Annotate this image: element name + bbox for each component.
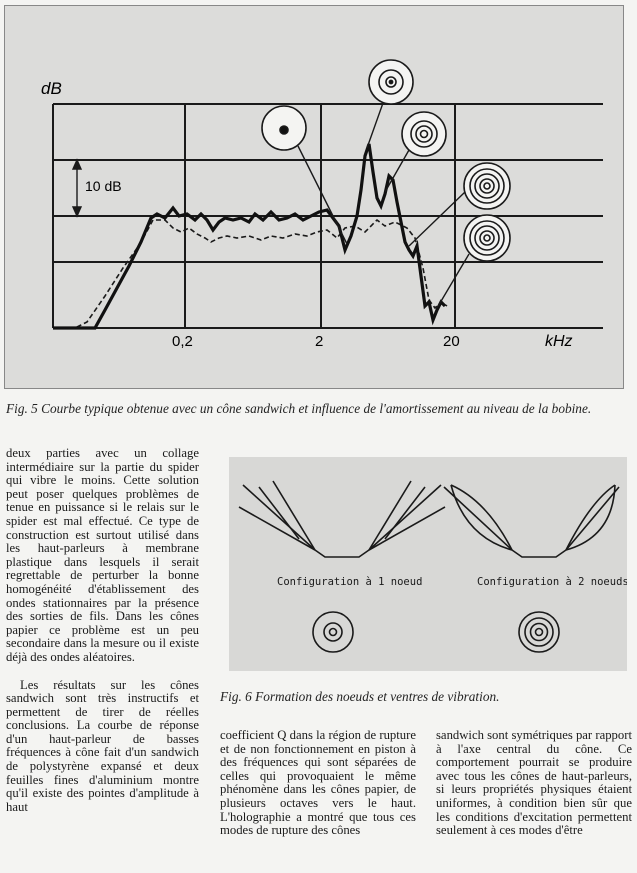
figure-6-caption: Fig. 6 Formation des noeuds et ventres de vibration. bbox=[220, 689, 500, 704]
two-node-diagram bbox=[444, 485, 619, 557]
node-pattern-icon bbox=[280, 126, 288, 134]
paragraph: coefficient Q dans la région de rupture et de non fonctionnement en piston à des fréquences qui sont séparées de celles qui provoquaient le même phénomène dans les cônes papier, de plusieurs octaves vers le haut. L'holographie a montré que tous ces modes de rupture des cônes bbox=[220, 728, 416, 838]
text-column-3 bbox=[436, 729, 632, 838]
node-pattern-icon bbox=[464, 163, 510, 209]
label-two-nodes: Configuration à 2 noeuds bbox=[477, 576, 627, 588]
x-tick-label: 20 bbox=[443, 333, 460, 350]
chart-grid bbox=[53, 104, 603, 328]
response-curve-dashed bbox=[53, 220, 447, 328]
text-column-1 bbox=[6, 447, 199, 814]
scale-label: 10 dB bbox=[85, 178, 122, 194]
figure-5 bbox=[4, 5, 624, 389]
figure-5-caption: Fig. 5 Courbe typique obtenue avec un cône sandwich et influence de l'amortissement au niveau de la bobine. bbox=[6, 401, 592, 416]
paragraph: sandwich sont symétriques par rapport à l'axe central du cône. Ce comportement pourrait se produire avec tous les cônes de haut-parleurs, si leurs propriétés physiques étaient uniformes, à condition bien sûr que les conditions d'excitation permettent seulement à ces modes d'être bbox=[436, 728, 632, 838]
node-pattern-icon bbox=[402, 112, 446, 156]
node-pattern-icon bbox=[313, 612, 353, 652]
node-pattern-icon bbox=[519, 612, 559, 652]
paragraph: deux parties avec un collage intermédiaire sur la partie du spider qui vibre le moins. Cette solution peut poser quelques problèmes de tenue en puissance si le relais sur le spider est mal effectué. Ce type de construction est surtout utilisé dans les haut-parleurs à membrane plastique dans lesquels il serait regrettable de perturber la bonne homogénéité d'établissement des ondes stationnaires par la présence des sorties de fils. Dans les cônes papier ce problème est un peu secondaire dans la mesure ou il existe déjà des ondes aléatoires. bbox=[6, 446, 199, 664]
paragraph: Les résultats sur les cônes sandwich sont très instructifs et permettent de tirer de réelles conclusions. La courbe de réponse d'un haut-parleur de basses fréquences à cône fait d'un sandwich de polystyrène expansé et deux feuilles fines d'aluminium montre qu'il existe des pointes d'amplitude à haut bbox=[6, 677, 199, 814]
y-axis-unit: dB bbox=[41, 79, 62, 98]
response-curve-solid bbox=[53, 144, 445, 328]
label-one-node: Configuration à 1 noeud bbox=[277, 576, 423, 588]
x-tick-label: 2 bbox=[315, 333, 324, 350]
scale-arrow bbox=[73, 160, 81, 216]
x-tick-label: 0,2 bbox=[172, 333, 193, 350]
one-node-diagram bbox=[239, 481, 445, 557]
figure-6-panel bbox=[229, 457, 627, 671]
node-pattern-icon bbox=[464, 215, 510, 261]
vibration-diagram bbox=[229, 457, 627, 671]
response-curve-chart bbox=[5, 6, 623, 388]
figure-6 bbox=[212, 447, 636, 678]
text-column-2 bbox=[220, 729, 416, 838]
x-axis-unit: kHz bbox=[545, 333, 573, 350]
